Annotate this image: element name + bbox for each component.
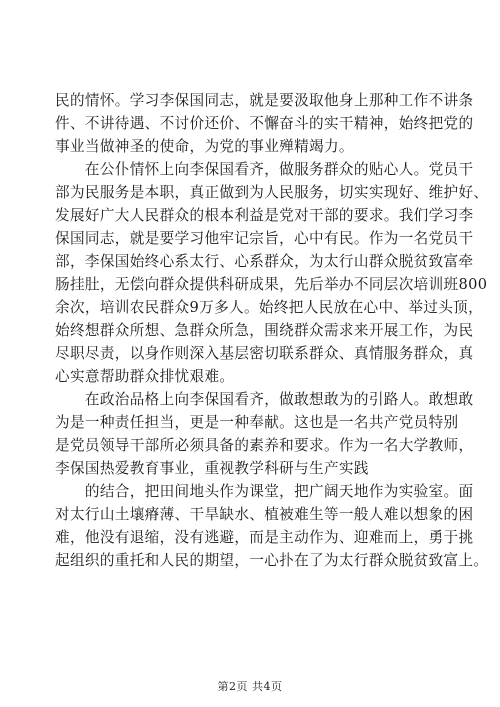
text-line: 心实意帮助群众排忧艰难。 xyxy=(55,368,235,385)
text-line: 余次，培训农民群众9万多人。始终把人民放在心中、举过头顶， xyxy=(55,299,484,316)
text-line: 件、不讲待遇、不讨价还价、不懈奋斗的实干精神，始终把党的 xyxy=(55,115,474,132)
text-line: 部为民服务是本职，真正做到为人民服务，切实实现好、维护好、 xyxy=(55,184,489,201)
text-line: 是党员领导干部所必须具备的素养和要求。作为一名大学教师， xyxy=(55,437,474,454)
body-text xyxy=(55,89,489,572)
text-line: 事业当做神圣的使命，为党的事业殚精竭力。 xyxy=(55,138,354,155)
text-line: 在公仆情怀上向李保国看齐，做服务群众的贴心人。党员干 xyxy=(55,161,474,178)
text-line: 对太行山土壤瘠薄、干旱缺水、植被难生等一般人难以想象的困 xyxy=(55,506,474,523)
text-line: 在政治品格上向李保国看齐，做敢想敢为的引路人。敢想敢 xyxy=(55,391,474,408)
text-line: 发展好广大人民群众的根本利益是党对干部的要求。我们学习李 xyxy=(55,207,474,224)
text-line: 始终想群众所想、急群众所急，围绕群众需求来开展工作，为民 xyxy=(55,322,474,339)
text-line: 难，他没有退缩，没有逃避，而是主动作为、迎难而上，勇于挑 xyxy=(55,529,474,546)
text-line: 保国同志，就是要学习他牢记宗旨，心中有民。作为一名党员干 xyxy=(55,230,474,247)
text-line: 起组织的重托和人民的期望，一心扑在了为太行群众脱贫致富上。 xyxy=(55,552,489,569)
text-line: 为是一种责任担当，更是一种奉献。这也是一名共产党员特别 xyxy=(55,414,459,431)
text-line: 尽职尽责，以身作则深入基层密切联系群众、真情服务群众，真 xyxy=(55,345,474,362)
text-line: 的结合，把田间地头作为课堂，把广阔天地作为实验室。面 xyxy=(55,483,474,500)
text-line: 肠挂肚，无偿向群众提供科研成果，先后举办不同层次培训班800 xyxy=(55,276,488,293)
text-line: 部，李保国始终心系太行、心系群众，为太行山群众脱贫致富牵 xyxy=(55,253,474,270)
text-line: 民的情怀。学习李保国同志，就是要汲取他身上那种工作不讲条 xyxy=(55,92,474,109)
text-line: 李保国热爱教育事业，重视教学科研与生产实践 xyxy=(55,460,369,477)
page-footer: 第2页 共4页 xyxy=(217,680,283,693)
